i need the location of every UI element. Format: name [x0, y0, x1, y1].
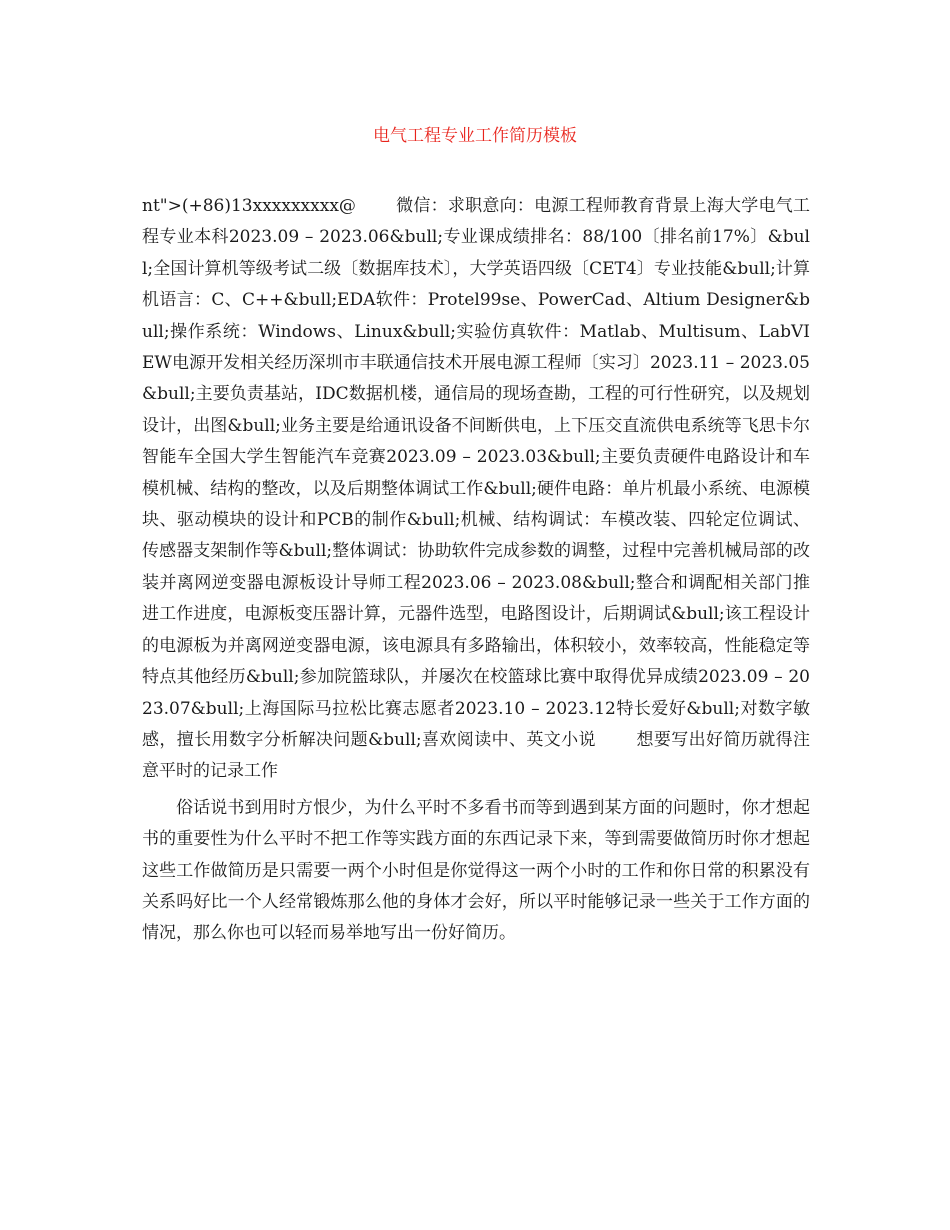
- document-title: 电气工程专业工作简历模板: [373, 126, 577, 146]
- advice-paragraph: 俗话说书到用时方恨少，为什么平时不多看书而等到遇到某方面的问题时，你才想起书的重要性为什么平时不把工作等实践方面的东西记录下来，等到需要做简历时你才想起这些工作做简历是只需要一两个小时但是你觉得这一两个小时的工作和你日常的积累没有关系吗好比一个人经常锻炼那么他的身体才会好，所以平时能够记录一些关于工作方面的情况，那么你也可以轻而易举地写出一份好简历。: [142, 797, 810, 944]
- resume-paragraph: nt">(+86)13xxxxxxxxx@ 微信：求职意向：电源工程师教育背景上海大学电气工程专业本科2023.09 – 2023.06&bull;专业课成绩排名：88/100〔排名前17%〕&bull;全国计算机等级考试二级〔数据库技术〕，大学英语四级〔CET4〕专业技能&bull;计算机语言：C、C++&bull;EDA软件：Protel99se、PowerCad、Altium Designer&bull;操作系统：Windows、Linux&bull;实验仿真软件：Matlab、Multisum、LabVIEW电源开发相关经历深圳市丰联通信技术开展电源工程师〔实习〕2023.11 – 2023.05&bull;主要负责基站，IDC数据机楼，通信局的现场查勘，工程的可行性研究，以及规划设计，出图&bull;业务主要是给通讯设备不间断供电，上下压交直流供电系统等飞思卡尔智能车全国大学生智能汽车竞赛2023.09 – 2023.03&bull;主要负责硬件电路设计和车模机械、结构的整改，以及后期整体调试工作&bull;硬件电路：单片机最小系统、电源模块、驱动模块的设计和PCB的制作&bull;机械、结构调试：车模改装、四轮定位调试、传感器支架制作等&bull;整体调试：协助软件完成参数的调整，过程中完善机械局部的改装并离网逆变器电源板设计导师工程2023.06 – 2023.08&bull;整合和调配相关部门推进工作进度，电源板变压器计算，元器件选型，电路图设计，后期调试&bull;该工程设计的电源板为并离网逆变器电源，该电源具有多路输出，体积较小，效率较高，性能稳定等特点其他经历&bull;参加院篮球队，并屡次在校篮球比赛中取得优异成绩2023.09 – 2023.07&bull;上海国际马拉松比赛志愿者2023.10 – 2023.12特长爱好&bull;对数字敏感，擅长用数字分析解决问题&bull;喜欢阅读中、英文小说 想要写出好简历就得注意平时的记录工作: [142, 196, 810, 782]
- document-body: [142, 191, 810, 950]
